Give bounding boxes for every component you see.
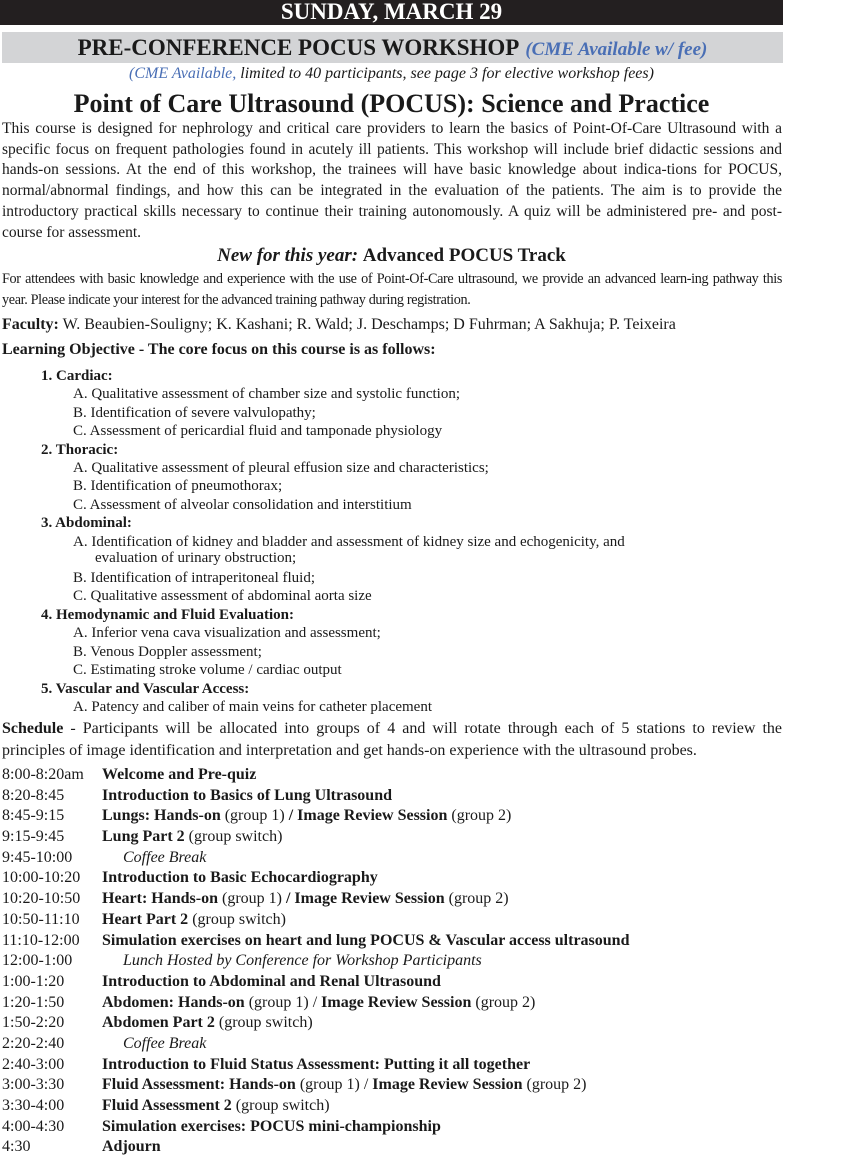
session-text: Introduction to Fluid Status Assessment: Putting it all together bbox=[102, 1055, 531, 1073]
new-label: New for this year: bbox=[217, 245, 359, 266]
schedule-session bbox=[102, 1055, 802, 1076]
schedule-row bbox=[2, 910, 802, 931]
session-text: / Image Review Session bbox=[285, 890, 445, 908]
schedule-label: Schedule bbox=[2, 720, 64, 737]
schedule-time: 11:10-12:00 bbox=[2, 931, 80, 949]
objective-group-vascular bbox=[41, 680, 761, 717]
session-text: (group switch) bbox=[184, 828, 283, 846]
workshop-title: PRE-CONFERENCE POCUS WORKSHOP bbox=[77, 35, 520, 60]
schedule-time: 10:00-10:20 bbox=[2, 869, 81, 887]
schedule-time: 1:20-1:50 bbox=[2, 993, 65, 1011]
objective-item: C. Estimating stroke volume / cardiac output bbox=[73, 662, 342, 679]
session-text: Introduction to Abdominal and Renal Ultrasound bbox=[102, 972, 441, 990]
session-text: Fluid Assessment: Hands-on bbox=[102, 1076, 296, 1094]
objective-item: B. Identification of intraperitoneal fluid; bbox=[73, 570, 316, 587]
objective-item: A. Patency and caliber of main veins for catheter placement bbox=[73, 698, 433, 715]
schedule-row bbox=[2, 1075, 802, 1096]
session-text: Simulation exercises: POCUS mini-championship bbox=[102, 1117, 441, 1135]
schedule-row bbox=[2, 848, 802, 869]
advanced-track-heading bbox=[0, 245, 783, 267]
workshop-cme-note: (CME Available w/ fee) bbox=[525, 39, 708, 60]
session-text: (group 1) bbox=[218, 890, 286, 908]
session-text: (group 1) / bbox=[295, 1076, 373, 1094]
advanced-track-title: Advanced POCUS Track bbox=[362, 245, 566, 266]
schedule-session bbox=[102, 806, 802, 827]
schedule-row bbox=[2, 1137, 802, 1158]
schedule-row bbox=[2, 889, 802, 910]
session-text: (group 2) bbox=[447, 807, 512, 825]
objective-heading: 1. Cardiac: bbox=[41, 368, 113, 384]
schedule-row bbox=[2, 951, 802, 972]
session-text: Lung Part 2 bbox=[102, 828, 185, 846]
schedule-row bbox=[2, 1055, 802, 1076]
schedule-time: 3:30-4:00 bbox=[2, 1097, 65, 1114]
schedule-session bbox=[102, 827, 802, 848]
schedule-session bbox=[102, 1096, 802, 1117]
objective-item: B. Venous Doppler assessment; bbox=[73, 643, 262, 660]
session-text: (group switch) bbox=[214, 1014, 313, 1032]
session-text: Lunch Hosted by Conference for Workshop Participants bbox=[123, 952, 482, 970]
schedule-row bbox=[2, 765, 802, 786]
session-text: Image Review Session bbox=[321, 993, 472, 1011]
date-text: SUNDAY, MARCH 29 bbox=[280, 0, 503, 24]
schedule-session bbox=[102, 868, 802, 889]
objective-heading: 5. Vascular and Vascular Access: bbox=[41, 680, 250, 697]
objective-heading: 3. Abdominal: bbox=[41, 515, 132, 532]
session-text: Coffee Break bbox=[123, 848, 207, 866]
objective-item: C. Qualitative assessment of abdominal aorta size bbox=[73, 588, 372, 605]
objectives-list bbox=[41, 367, 761, 716]
session-text: / Image Review Session bbox=[288, 807, 448, 825]
session-text: Coffee Break bbox=[123, 1034, 207, 1052]
schedule-session bbox=[102, 993, 802, 1014]
limit-rest-text: limited to 40 participants, see page 3 for elective workshop fees) bbox=[240, 65, 654, 82]
schedule-session bbox=[102, 931, 802, 952]
schedule-time: 9:15-9:45 bbox=[2, 828, 65, 846]
schedule-row bbox=[2, 868, 802, 889]
session-text: Abdomen Part 2 bbox=[102, 1014, 215, 1032]
session-text: (group 1) / bbox=[244, 993, 322, 1011]
session-text: Simulation exercises on heart and lung POCUS & Vascular access ultrasound bbox=[102, 931, 630, 949]
objective-item bbox=[41, 533, 761, 566]
schedule-time: 8:45-9:15 bbox=[2, 807, 65, 825]
schedule-row bbox=[2, 786, 802, 807]
session-text: (group switch) bbox=[188, 910, 286, 928]
session-text: (group switch) bbox=[231, 1097, 330, 1114]
session-text: (group 1) bbox=[220, 807, 289, 825]
session-text: (group 2) bbox=[522, 1076, 587, 1094]
schedule-session bbox=[102, 765, 802, 786]
schedule-time: 10:50-11:10 bbox=[2, 910, 80, 928]
advanced-track-description: For attendees with basic knowledge and experience with the use of Point-Of-Care ultrasound, we provide an advanced learn-ing pathway this year. Please indicate your interest for the advanced training pathway during registration. bbox=[2, 271, 782, 308]
session-text: (group 2) bbox=[444, 890, 509, 908]
schedule-time: 3:00-3:30 bbox=[2, 1076, 65, 1094]
session-text: Welcome and Pre-quiz bbox=[102, 766, 257, 783]
schedule-time: 8:00-8:20am bbox=[2, 766, 84, 783]
schedule-time: 2:40-3:00 bbox=[2, 1055, 65, 1073]
objective-item: C. Assessment of alveolar consolidation and interstitium bbox=[73, 496, 412, 513]
schedule-table bbox=[2, 765, 802, 1158]
date-banner bbox=[0, 0, 783, 25]
schedule-time: 4:30 bbox=[2, 1138, 31, 1156]
schedule-row bbox=[2, 827, 802, 848]
schedule-row bbox=[2, 1117, 802, 1138]
schedule-time: 8:20-8:45 bbox=[2, 786, 65, 804]
schedule-session bbox=[102, 889, 802, 910]
schedule-row bbox=[2, 972, 802, 993]
participant-limit-note bbox=[0, 65, 783, 83]
session-text: (group 2) bbox=[471, 993, 536, 1011]
schedule-time: 2:20-2:40 bbox=[2, 1034, 65, 1052]
session-text: Fluid Assessment 2 bbox=[102, 1097, 232, 1114]
objective-group-abdominal bbox=[41, 514, 761, 606]
session-text: Heart Part 2 bbox=[102, 910, 189, 928]
learning-objective-heading: Learning Objective - The core focus on this course is as follows: bbox=[2, 341, 436, 358]
course-title: Point of Care Ultrasound (POCUS): Science and Practice bbox=[73, 89, 710, 118]
schedule-session bbox=[102, 972, 802, 993]
schedule-session bbox=[102, 910, 802, 931]
session-text: Heart: Hands-on bbox=[102, 890, 218, 908]
session-text: Introduction to Basics of Lung Ultrasound bbox=[102, 786, 392, 804]
schedule-time: 4:00-4:30 bbox=[2, 1117, 65, 1135]
schedule-time: 1:50-2:20 bbox=[2, 1014, 65, 1032]
session-text: Introduction to Basic Echocardiography bbox=[102, 869, 378, 887]
schedule-session bbox=[102, 1137, 802, 1158]
session-text: Adjourn bbox=[102, 1138, 161, 1156]
course-description: This course is designed for nephrology and critical care providers to learn the basics of Point-Of-Care Ultrasound with a specific focus on frequent pathologies found in acutely ill patients. This workshop will include brief didactic sessions and hands-on sessions. At the end of this workshop, the trainees will have basic knowledge about indica-tions for POCUS, normal/abnormal findings, and how this can be integrated in the evaluation of the patients. The aim is to provide the introductory practical skills necessary to continue their training autonomously. A quiz will be administered pre- and post-course for assessment. bbox=[2, 120, 782, 241]
objective-group-cardiac bbox=[41, 367, 761, 441]
objective-item-continuation: evaluation of urinary obstruction; bbox=[95, 550, 297, 567]
schedule-session bbox=[102, 786, 802, 807]
schedule-break bbox=[102, 1034, 802, 1055]
schedule-session bbox=[102, 1075, 802, 1096]
schedule-row bbox=[2, 931, 802, 952]
schedule-time: 12:00-1:00 bbox=[2, 952, 73, 970]
objective-item: A. Qualitative assessment of pleural effusion size and characteristics; bbox=[73, 460, 489, 477]
objective-heading: 4. Hemodynamic and Fluid Evaluation: bbox=[41, 606, 294, 623]
objective-item: A. Qualitative assessment of chamber size and systolic function; bbox=[73, 386, 460, 403]
objective-group-thoracic bbox=[41, 441, 761, 515]
schedule-time: 9:45-10:00 bbox=[2, 848, 73, 866]
faculty-line bbox=[2, 316, 802, 334]
faculty-label: Faculty: bbox=[2, 316, 59, 333]
workshop-banner bbox=[2, 32, 783, 63]
objective-group-hemodynamic bbox=[41, 606, 761, 680]
schedule-break bbox=[102, 848, 802, 869]
session-text: Abdomen: Hands-on bbox=[102, 993, 245, 1011]
objective-heading: 2. Thoracic: bbox=[41, 441, 119, 458]
schedule-row bbox=[2, 1096, 802, 1117]
schedule-row bbox=[2, 806, 802, 827]
schedule-row bbox=[2, 1034, 802, 1055]
schedule-session bbox=[102, 1117, 802, 1138]
schedule-intro-text: - Participants will be allocated into groups of 4 and will rotate through each of 5 stations to review the principles of image identification and interpretation and get hands-on experience with the ultrasound probes. bbox=[2, 720, 782, 759]
session-text: Lungs: Hands-on bbox=[102, 807, 221, 825]
objective-item: B. Identification of severe valvulopathy; bbox=[73, 404, 316, 421]
schedule-time: 10:20-10:50 bbox=[2, 890, 81, 908]
schedule-intro bbox=[2, 718, 782, 762]
faculty-names: W. Beaubien-Souligny; K. Kashani; R. Wald; J. Deschamps; D Fuhrman; A Sakhuja; P. Teixeira bbox=[62, 316, 676, 333]
objective-item: A. Inferior vena cava visualization and assessment; bbox=[73, 625, 381, 642]
session-text: Image Review Session bbox=[372, 1076, 523, 1094]
schedule-break bbox=[102, 951, 802, 972]
objective-item: C. Assessment of pericardial fluid and tamponade physiology bbox=[73, 423, 443, 440]
schedule-row bbox=[2, 993, 802, 1014]
schedule-row bbox=[2, 1013, 802, 1034]
schedule-time: 1:00-1:20 bbox=[2, 972, 65, 990]
objective-item: B. Identification of pneumothorax; bbox=[73, 478, 283, 495]
objective-item-text: A. Identification of kidney and bladder and assessment of kidney size and echogenicity, and bbox=[73, 533, 625, 550]
schedule-session bbox=[102, 1013, 802, 1034]
limit-cme-text: (CME Available, bbox=[129, 65, 237, 82]
